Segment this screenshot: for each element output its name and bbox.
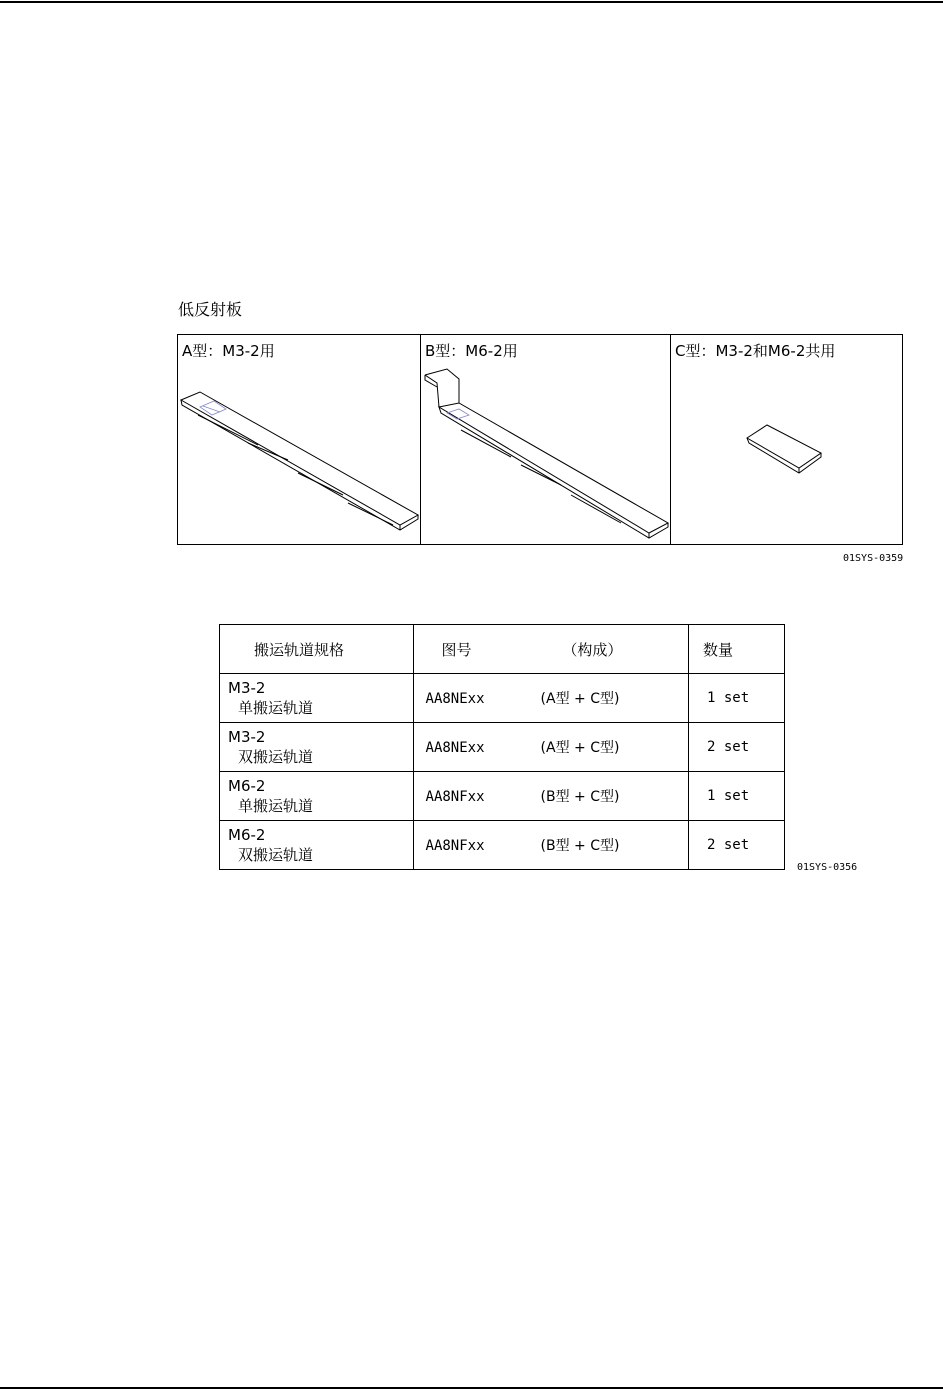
header-rule [0,1,943,3]
composition-text: (B型 + C型) [540,789,620,805]
spec-cell [220,772,414,821]
panel-type-a [178,335,421,544]
header-quantity: 数量 [689,625,785,674]
drawing-number: AA8NFxx [425,838,485,854]
header-drawing: 图号 [441,640,472,659]
drawing-cell [413,772,688,821]
track-text: 单搬运轨道 [238,797,314,815]
reflector-figure [177,334,903,545]
spec-cell [220,674,414,723]
table-header-row [220,625,785,674]
header-drawing-composition [413,625,688,674]
composition-text: (A型 + C型) [540,691,620,707]
type-b-plate-drawing [421,335,670,544]
drawing-number: AA8NFxx [425,789,485,805]
drawing-cell [413,723,688,772]
table-row [220,723,785,772]
drawing-number: AA8NExx [425,740,485,756]
track-text: 单搬运轨道 [238,699,314,717]
track-text: 双搬运轨道 [238,748,314,766]
quantity-cell: 1 set [689,772,785,821]
type-a-plate-drawing [178,335,420,544]
panel-label-c: C型：M3-2和M6-2共用 [675,342,836,360]
composition-text: (A型 + C型) [540,740,620,756]
composition-text: (B型 + C型) [540,838,620,854]
drawing-number: AA8NExx [425,691,485,707]
figure-code: 01SYS-0359 [843,553,904,564]
panel-label-b: B型：M6-2用 [425,342,518,360]
quantity-cell: 2 set [689,723,785,772]
table-code: 01SYS-0356 [797,862,858,873]
model-text: M3-2 [228,728,266,746]
table-row [220,821,785,870]
track-text: 双搬运轨道 [238,846,314,864]
table-row [220,674,785,723]
table-row [220,772,785,821]
model-text: M6-2 [228,826,266,844]
model-text: M3-2 [228,679,266,697]
drawing-cell [413,674,688,723]
header-spec: 搬运轨道规格 [220,625,414,674]
spec-cell [220,821,414,870]
spec-cell [220,723,414,772]
panel-label-a: A型：M3-2用 [182,342,275,360]
quantity-cell: 2 set [689,821,785,870]
quantity-cell: 1 set [689,674,785,723]
figure-title: 低反射板 [178,300,243,319]
type-c-plate-drawing [671,335,902,544]
panel-type-c [671,335,902,544]
drawing-cell [413,821,688,870]
model-text: M6-2 [228,777,266,795]
header-composition: （构成） [562,640,623,659]
panel-type-b [421,335,671,544]
footer-rule [0,1387,943,1389]
spec-table [219,624,785,870]
